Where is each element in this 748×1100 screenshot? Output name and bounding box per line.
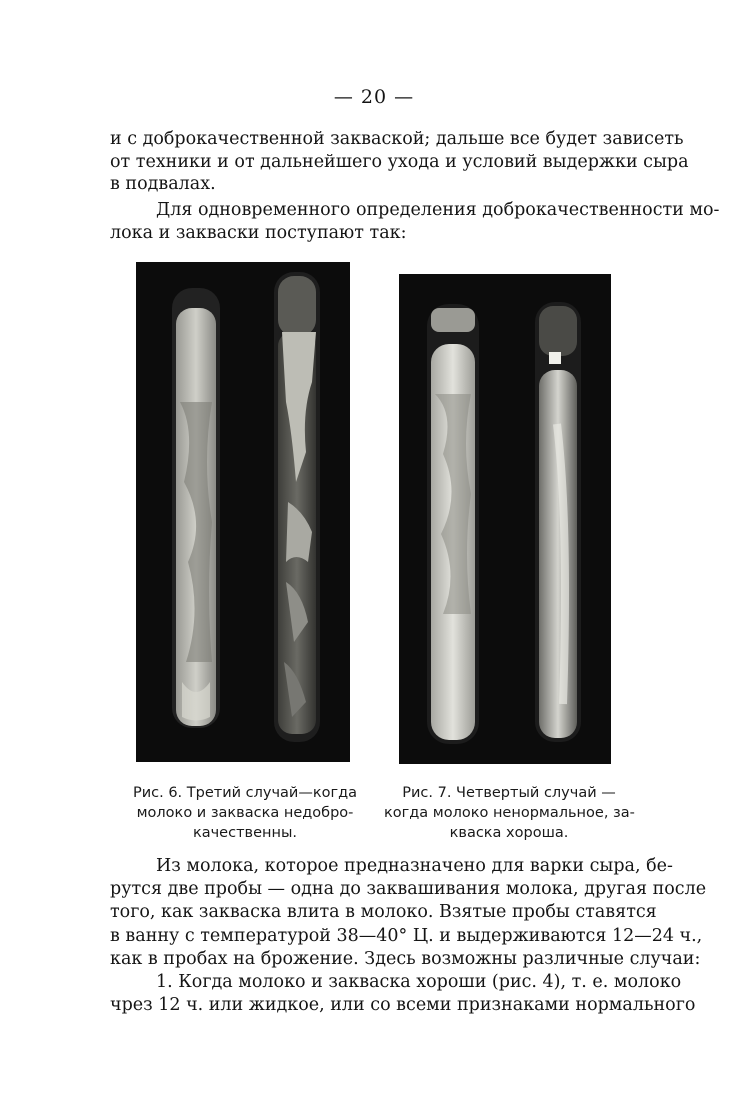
figure-7-photo [399, 274, 611, 764]
test-tubes-image [399, 274, 611, 764]
caption-line: когда молоко ненормальное, за- [384, 805, 635, 821]
paragraph-1 [110, 128, 689, 196]
text-line: в подвалах. [110, 174, 216, 194]
caption-line: кваска хороша. [449, 825, 569, 841]
text-line: от техники и от дальнейшего ухода и условий выдержки сыра [110, 151, 689, 172]
caption-line: молоко и закваска недобро- [136, 805, 354, 821]
text-line: как в пробах на брожение. Здесь возможны различные случаи: [110, 948, 701, 969]
text-line: и с доброкачественной закваской; дальше все будет зависеть [110, 129, 684, 149]
text-line: лока и закваски поступают так: [110, 222, 407, 243]
text-line: рутся две пробы — одна до заквашивания молока, другая после [110, 879, 707, 900]
text-line: в ванну с температурой 38—40° Ц. и выдерживаются 12—24 ч., [110, 925, 703, 946]
test-tubes-image [136, 262, 350, 762]
figure-6-caption [120, 783, 370, 843]
tube-right [535, 302, 581, 742]
tube-right [274, 272, 320, 742]
tube-left [427, 304, 479, 744]
paragraph-3 [110, 855, 707, 1017]
text-line: 1. Когда молоко и закваска хороши (рис. 4), т. е. молоко [156, 972, 682, 993]
text-line: того, как закваска влита в молоко. Взятые пробы ставятся [110, 902, 657, 923]
page-number: — 20 — [333, 86, 415, 108]
text-line: Для одновременного определения доброкачественности мо- [156, 200, 720, 220]
caption-line: Рис. 7. Четвертый случай — [402, 785, 616, 801]
caption-line: Рис. 6. Третий случай—когда [132, 785, 358, 801]
text-line: Из молока, которое предназначено для варки сыра, бе- [156, 856, 673, 876]
text-line: чрез 12 ч. или жидкое, или со всеми признаками нормального [110, 995, 696, 1016]
tube-left [172, 288, 220, 728]
paragraph-2 [110, 199, 720, 244]
caption-line: качественны. [192, 825, 298, 841]
figure-7-caption [384, 783, 634, 843]
figure-6-photo [136, 262, 350, 762]
